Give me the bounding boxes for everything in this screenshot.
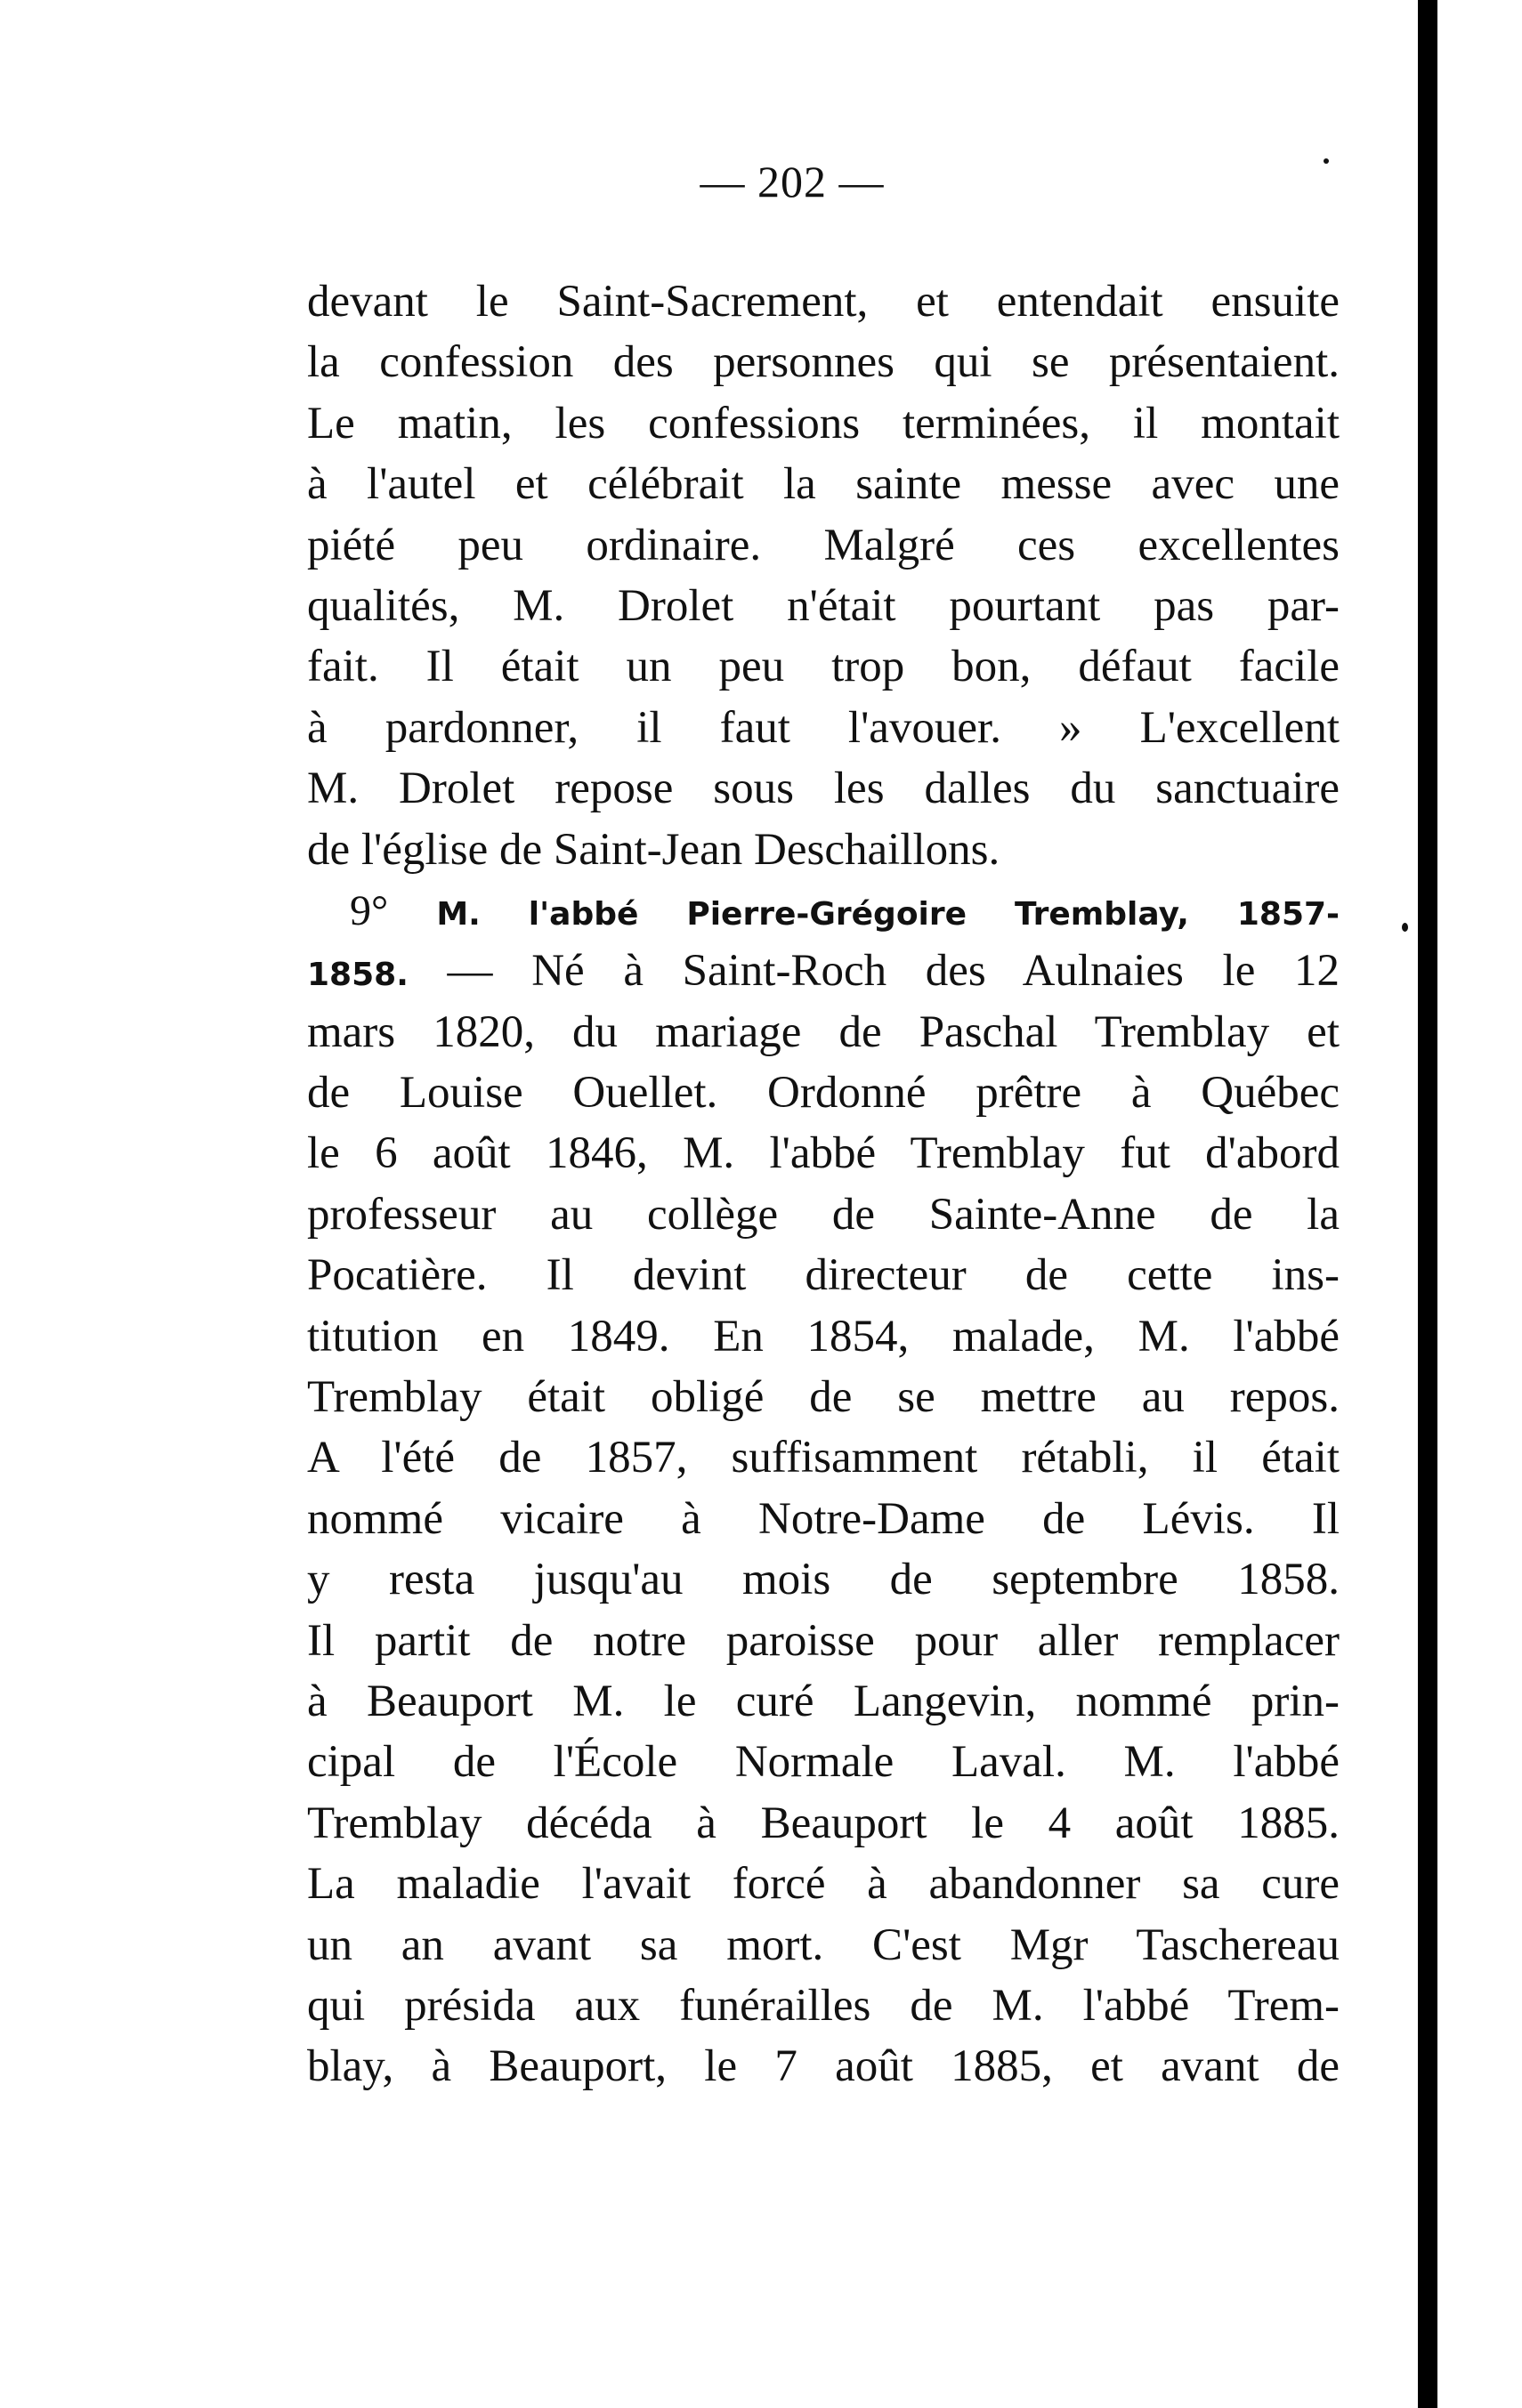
- section-number: 9°: [350, 886, 389, 934]
- text-line-content: — Né à Saint-Roch des Aulnaies le 12: [447, 946, 1340, 997]
- text-line: Pocatière. Il devint directeur de cette ins-: [307, 1250, 1340, 1301]
- text-line: qualités, M. Drolet n'était pourtant pas par-: [307, 580, 1340, 631]
- text-line: devant le Saint-Sacrement, et entendait ensuite: [307, 277, 1340, 327]
- text-line: M. Drolet repose sous les dalles du sanctuaire: [307, 764, 1340, 814]
- text-line: mars 1820, du mariage de Paschal Tremblay et: [307, 1006, 1340, 1057]
- text-line: fait. Il était un peu trop bon, défaut facile: [307, 642, 1340, 692]
- section-dates-end: 1858.: [307, 957, 409, 994]
- text-line: y resta jusqu'au mois de septembre 1858.: [307, 1555, 1340, 1605]
- text-line: [307, 941, 1340, 1001]
- body-text: [307, 271, 1340, 2097]
- text-line: cipal de l'École Normale Laval. M. l'abbé: [307, 1737, 1340, 1788]
- text-line: Il partit de notre paroisse pour aller remplacer: [307, 1615, 1340, 1666]
- text-line: de l'église de Saint-Jean Deschaillons.: [307, 824, 1000, 875]
- text-line: qui présida aux funérailles de M. l'abbé Trem-: [307, 1980, 1340, 2031]
- text-line: titution en 1849. En 1854, malade, M. l'abbé: [307, 1311, 1340, 1362]
- page-number: — 202 —: [700, 157, 885, 206]
- text-line: blay, à Beauport, le 7 août 1885, et avant de: [307, 2041, 1340, 2092]
- text-line: piété peu ordinaire. Malgré ces excellentes: [307, 520, 1340, 570]
- scan-edge-bar: [1418, 0, 1437, 2408]
- section-heading: [307, 880, 1340, 941]
- text-line: La maladie l'avait forcé à abandonner sa cure: [307, 1859, 1340, 1910]
- text-line: un an avant sa mort. C'est Mgr Taschereau: [307, 1919, 1340, 1970]
- section-title: M. l'abbé Pierre-Grégoire Tremblay, 1857-: [436, 895, 1340, 933]
- text-line: à l'autel et célébrait la sainte messe avec une: [307, 459, 1340, 510]
- text-line: à Beauport M. le curé Langevin, nommé prin-: [307, 1676, 1340, 1726]
- text-line: à pardonner, il faut l'avouer. » L'excellent: [307, 702, 1340, 753]
- text-line: Tremblay décéda à Beauport le 4 août 1885.: [307, 1798, 1340, 1848]
- text-line: nommé vicaire à Notre-Dame de Lévis. Il: [307, 1493, 1340, 1544]
- scan-speck: [1402, 923, 1408, 932]
- text-line: de Louise Ouellet. Ordonné prêtre à Québec: [307, 1068, 1340, 1119]
- text-line: Le matin, les confessions terminées, il montait: [307, 398, 1340, 448]
- text-line: A l'été de 1857, suffisamment rétabli, il était: [307, 1433, 1340, 1483]
- text-line: Tremblay était obligé de se mettre au repos.: [307, 1372, 1340, 1423]
- text-line: le 6 août 1846, M. l'abbé Tremblay fut d'abord: [307, 1128, 1340, 1179]
- scan-speck: [1324, 158, 1329, 164]
- text-line: professeur au collège de Sainte-Anne de la: [307, 1189, 1340, 1240]
- text-line: la confession des personnes qui se présentaient.: [307, 337, 1340, 388]
